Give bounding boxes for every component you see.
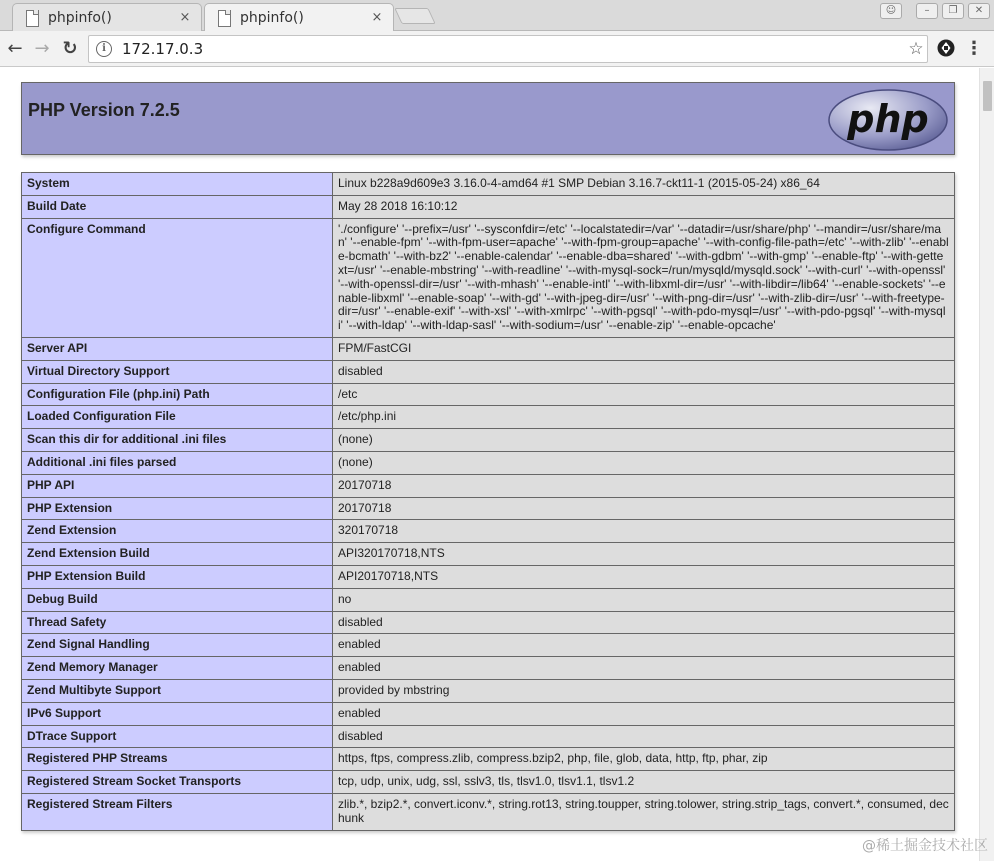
row-key: PHP Extension Build [22, 565, 333, 588]
row-value: 20170718 [333, 497, 955, 520]
row-key: Zend Multibyte Support [22, 679, 333, 702]
table-row [22, 657, 955, 680]
table-row [22, 611, 955, 634]
row-value: /etc/php.ini [333, 406, 955, 429]
close-window-icon[interactable]: ✕ [968, 3, 990, 19]
table-row [22, 173, 955, 196]
menu-icon[interactable]: ⋮ [965, 38, 983, 59]
row-key: Zend Extension Build [22, 543, 333, 566]
row-value: disabled [333, 725, 955, 748]
tab-title: phpinfo() [48, 9, 112, 26]
table-row [22, 383, 955, 406]
row-key: Zend Memory Manager [22, 657, 333, 680]
row-key: Configuration File (php.ini) Path [22, 383, 333, 406]
row-value: enabled [333, 634, 955, 657]
page-title: PHP Version 7.2.5 [28, 100, 180, 120]
row-value: API320170718,NTS [333, 543, 955, 566]
table-row [22, 588, 955, 611]
address-bar[interactable] [88, 35, 928, 63]
tab-strip [0, 0, 994, 31]
row-value: 20170718 [333, 474, 955, 497]
tab-phpinfo-1[interactable] [12, 3, 202, 31]
back-icon[interactable]: ← [7, 38, 23, 59]
row-value: disabled [333, 360, 955, 383]
logo-text: php [847, 97, 929, 141]
row-key: Zend Extension [22, 520, 333, 543]
row-value: './configure' '--prefix=/usr' '--sysconfdir=/etc' '--localstatedir=/var' '--datadir=/usr/share/php' '--mandir=/usr/share/man' '--enable-fpm' '--with-fpm-user=apache' '--with-fpm-group=apache' '--with-config-file-path=/etc' '--with-zlib' '--enable-bcmath' '--with-bz2' '--enable-calendar' '--enable-dba=shared' '--with-gdbm' '--with-gmp' '--enable-ftp' '--with-gettext=/usr' '--enable-mbstring' '--with-readline' '--with-mysql-sock=/run/mysqld/mysqld.sock' '--with-curl' '--with-openssl' '--with-openssl-dir=/usr' '--with-mhash' '--enable-intl' '--with-libxml-dir=/usr' '--with-libdir=/lib64' '--enable-sockets' '--enable-libxml' '--enable-soap' '--with-gd' '--with-jpeg-dir=/usr' '--with-png-dir=/usr' '--with-zlib-dir=/usr' '--with-freetype-dir=/usr' '--enable-exif' '--with-xsl' '--with-xmlrpc' '--with-pgsql' '--with-pdo-mysql=/usr' '--with-pdo-pgsql' '--with-mysqli' '--with-ldap' '--with-ldap-sasl' '--with-sodium=/usr' '--enable-zip' '--enable-opcache' [333, 218, 955, 337]
row-key: Loaded Configuration File [22, 406, 333, 429]
row-key: Thread Safety [22, 611, 333, 634]
table-row [22, 360, 955, 383]
minimize-icon[interactable]: – [916, 3, 938, 19]
configuration-table [21, 172, 955, 831]
window-controls [880, 3, 990, 19]
row-value: disabled [333, 611, 955, 634]
url-text[interactable]: 172.17.0.3 [122, 40, 204, 58]
row-key: Scan this dir for additional .ini files [22, 429, 333, 452]
table-row [22, 337, 955, 360]
row-value: FPM/FastCGI [333, 337, 955, 360]
table-row [22, 520, 955, 543]
bookmark-star-icon[interactable]: ☆ [908, 39, 924, 59]
row-value: (none) [333, 451, 955, 474]
page-icon [217, 10, 231, 26]
table-row [22, 195, 955, 218]
scrollbar-thumb[interactable] [983, 81, 992, 111]
page-viewport [0, 68, 979, 861]
close-tab-icon[interactable]: × [179, 10, 191, 25]
table-row [22, 679, 955, 702]
tab-title: phpinfo() [240, 9, 304, 26]
profile-icon[interactable]: ☺ [880, 3, 902, 19]
row-key: Registered Stream Filters [22, 793, 333, 830]
table-row [22, 771, 955, 794]
row-key: IPv6 Support [22, 702, 333, 725]
table-row [22, 451, 955, 474]
close-tab-icon[interactable]: × [371, 10, 383, 25]
row-value: https, ftps, compress.zlib, compress.bzip2, php, file, glob, data, http, ftp, phar, zip [333, 748, 955, 771]
row-value: API20170718,NTS [333, 565, 955, 588]
row-key: Registered PHP Streams [22, 748, 333, 771]
watermark-text: @稀土掘金技术社区 [862, 838, 988, 854]
row-key: Debug Build [22, 588, 333, 611]
row-key: PHP API [22, 474, 333, 497]
row-value: enabled [333, 657, 955, 680]
row-value: (none) [333, 429, 955, 452]
forward-icon[interactable]: → [34, 38, 50, 59]
configuration-rows [22, 173, 955, 831]
new-tab-button[interactable] [394, 8, 435, 24]
row-value: zlib.*, bzip2.*, convert.iconv.*, string.rot13, string.toupper, string.tolower, string.strip_tags, convert.*, consumed, dechunk [333, 793, 955, 830]
row-value: /etc [333, 383, 955, 406]
table-row [22, 725, 955, 748]
table-row [22, 793, 955, 830]
table-row [22, 218, 955, 337]
vertical-scrollbar[interactable] [979, 68, 994, 861]
row-value: enabled [333, 702, 955, 725]
table-row [22, 497, 955, 520]
table-row [22, 543, 955, 566]
phpinfo-header [21, 82, 955, 155]
row-value: provided by mbstring [333, 679, 955, 702]
table-row [22, 565, 955, 588]
row-key: Zend Signal Handling [22, 634, 333, 657]
table-row [22, 406, 955, 429]
table-row [22, 474, 955, 497]
tab-phpinfo-2[interactable] [204, 3, 394, 31]
row-value: 320170718 [333, 520, 955, 543]
table-row [22, 748, 955, 771]
php-logo-icon[interactable] [827, 88, 949, 152]
table-row [22, 429, 955, 452]
row-key: Virtual Directory Support [22, 360, 333, 383]
row-key: System [22, 173, 333, 196]
row-key: Additional .ini files parsed [22, 451, 333, 474]
row-value: tcp, udp, unix, udg, ssl, sslv3, tls, tlsv1.0, tlsv1.1, tlsv1.2 [333, 771, 955, 794]
table-row [22, 634, 955, 657]
extension-icon[interactable] [936, 38, 956, 58]
row-key: Server API [22, 337, 333, 360]
row-key: Configure Command [22, 218, 333, 337]
browser-toolbar [0, 31, 994, 67]
row-key: DTrace Support [22, 725, 333, 748]
row-value: Linux b228a9d609e3 3.16.0-4-amd64 #1 SMP Debian 3.16.7-ckt11-1 (2015-05-24) x86_64 [333, 173, 955, 196]
table-row [22, 702, 955, 725]
row-key: PHP Extension [22, 497, 333, 520]
maximize-icon[interactable]: ❐ [942, 3, 964, 19]
page-icon [25, 10, 39, 26]
row-key: Build Date [22, 195, 333, 218]
row-key: Registered Stream Socket Transports [22, 771, 333, 794]
reload-icon[interactable]: ↻ [62, 38, 78, 59]
info-icon[interactable]: i [96, 41, 112, 57]
row-value: May 28 2018 16:10:12 [333, 195, 955, 218]
row-value: no [333, 588, 955, 611]
